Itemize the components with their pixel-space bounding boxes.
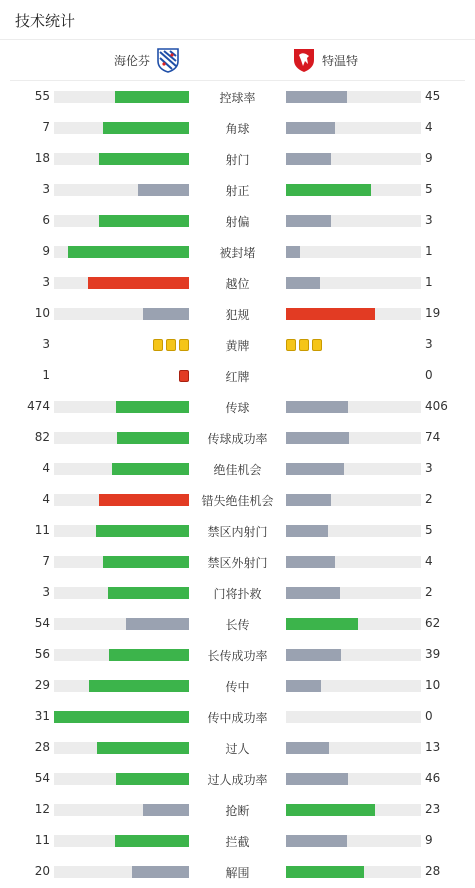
home-cards xyxy=(179,370,189,382)
stat-row[interactable] xyxy=(0,515,475,546)
away-value: 1 xyxy=(425,275,433,289)
home-bar-track xyxy=(54,525,189,537)
home-bar-track xyxy=(54,184,189,196)
home-value: 56 xyxy=(34,647,50,661)
stat-row[interactable] xyxy=(0,701,475,732)
stat-row[interactable] xyxy=(0,391,475,422)
stat-label: 被封堵 xyxy=(219,246,256,260)
heerenveen-crest-icon xyxy=(156,47,180,73)
away-bar xyxy=(286,184,371,196)
stat-label: 禁区外射门 xyxy=(207,556,268,570)
stat-row[interactable] xyxy=(0,267,475,298)
yellow-card-icon xyxy=(286,339,296,351)
home-bar xyxy=(99,153,189,165)
stats-header xyxy=(0,0,475,40)
home-bar-track xyxy=(54,773,189,785)
away-bar-track xyxy=(286,122,421,134)
home-bar-track xyxy=(54,804,189,816)
away-value: 19 xyxy=(425,306,441,320)
stat-label: 长传成功率 xyxy=(207,649,268,663)
stat-row[interactable] xyxy=(0,205,475,236)
stat-row[interactable] xyxy=(0,608,475,639)
away-value: 39 xyxy=(425,647,441,661)
home-bar-track xyxy=(54,463,189,475)
away-value: 0 xyxy=(425,709,433,723)
home-value: 31 xyxy=(34,709,50,723)
home-bar xyxy=(109,649,189,661)
stat-row[interactable] xyxy=(0,236,475,267)
stat-label: 射正 xyxy=(225,184,250,198)
away-bar-track xyxy=(286,835,421,847)
home-bar-track xyxy=(54,494,189,506)
away-bar xyxy=(286,463,344,475)
home-bar-track xyxy=(54,246,189,258)
home-value: 3 xyxy=(42,585,50,599)
home-bar-track xyxy=(54,866,189,878)
stat-label: 射门 xyxy=(225,153,250,167)
away-value: 10 xyxy=(425,678,441,692)
away-bar-track xyxy=(286,649,421,661)
away-bar-track xyxy=(286,215,421,227)
home-bar-track xyxy=(54,153,189,165)
home-value: 54 xyxy=(34,616,50,630)
away-bar xyxy=(286,246,300,258)
yellow-card-icon xyxy=(299,339,309,351)
away-value: 3 xyxy=(425,213,433,227)
home-bar-track xyxy=(54,308,189,320)
stat-row[interactable] xyxy=(0,856,475,887)
team-header xyxy=(10,40,465,81)
yellow-card-icon xyxy=(166,339,176,351)
stat-row[interactable] xyxy=(0,81,475,112)
home-value: 82 xyxy=(34,430,50,444)
home-bar xyxy=(116,401,189,413)
stat-label: 禁区内射门 xyxy=(207,525,268,539)
stat-row[interactable] xyxy=(0,360,475,391)
away-value: 0 xyxy=(425,368,433,382)
home-bar xyxy=(96,525,189,537)
home-bar-track xyxy=(54,556,189,568)
home-bar xyxy=(143,308,189,320)
home-cards xyxy=(153,339,189,351)
home-bar-track xyxy=(54,432,189,444)
home-value: 4 xyxy=(42,492,50,506)
home-bar-track xyxy=(54,618,189,630)
away-bar-track xyxy=(286,401,421,413)
stat-label: 控球率 xyxy=(219,91,256,105)
away-value: 406 xyxy=(425,399,448,413)
away-bar xyxy=(286,308,375,320)
home-value: 11 xyxy=(34,523,50,537)
home-bar-track xyxy=(54,587,189,599)
away-value: 4 xyxy=(425,120,433,134)
away-bar-track xyxy=(286,432,421,444)
away-value: 3 xyxy=(425,337,433,351)
away-bar-track xyxy=(286,587,421,599)
stat-row[interactable] xyxy=(0,546,475,577)
twente-crest-icon xyxy=(292,47,316,73)
away-bar xyxy=(286,804,375,816)
stat-row[interactable] xyxy=(0,639,475,670)
home-value: 7 xyxy=(42,554,50,568)
stat-label: 门将扑救 xyxy=(213,587,262,601)
home-team[interactable] xyxy=(114,47,180,73)
home-bar xyxy=(117,432,189,444)
stat-label: 长传 xyxy=(225,618,250,632)
away-value: 5 xyxy=(425,182,433,196)
home-value: 28 xyxy=(34,740,50,754)
away-bar-track xyxy=(286,184,421,196)
away-bar xyxy=(286,153,331,165)
home-bar-track xyxy=(54,742,189,754)
stat-label: 传球 xyxy=(225,401,250,415)
stat-label: 拦截 xyxy=(225,835,250,849)
home-bar-track xyxy=(54,215,189,227)
away-bar xyxy=(286,525,328,537)
away-team-name: 特温特 xyxy=(322,53,359,68)
away-value: 1 xyxy=(425,244,433,258)
away-bar-track xyxy=(286,246,421,258)
stat-row[interactable] xyxy=(0,577,475,608)
stat-label: 抢断 xyxy=(225,804,250,818)
home-bar xyxy=(99,215,189,227)
away-cards xyxy=(286,339,322,351)
away-bar xyxy=(286,649,341,661)
away-value: 9 xyxy=(425,833,433,847)
home-bar xyxy=(108,587,189,599)
yellow-card-icon xyxy=(179,339,189,351)
home-value: 1 xyxy=(42,368,50,382)
home-bar-track xyxy=(54,649,189,661)
home-bar xyxy=(115,835,189,847)
home-bar-track xyxy=(54,711,189,723)
away-value: 13 xyxy=(425,740,441,754)
home-value: 11 xyxy=(34,833,50,847)
stat-row[interactable] xyxy=(0,732,475,763)
stat-row[interactable] xyxy=(0,422,475,453)
away-value: 23 xyxy=(425,802,441,816)
away-value: 4 xyxy=(425,554,433,568)
home-bar xyxy=(126,618,189,630)
away-value: 74 xyxy=(425,430,441,444)
stat-label: 错失绝佳机会 xyxy=(201,494,274,508)
stat-row[interactable] xyxy=(0,298,475,329)
home-value: 20 xyxy=(34,864,50,878)
home-bar xyxy=(116,773,189,785)
stat-row[interactable] xyxy=(0,329,475,360)
home-bar xyxy=(103,122,189,134)
home-bar xyxy=(88,277,189,289)
home-value: 12 xyxy=(34,802,50,816)
away-bar xyxy=(286,122,335,134)
home-bar xyxy=(115,91,189,103)
home-bar xyxy=(138,184,189,196)
stat-row[interactable] xyxy=(0,484,475,515)
home-value: 10 xyxy=(34,306,50,320)
home-bar-track xyxy=(54,680,189,692)
home-value: 9 xyxy=(42,244,50,258)
home-bar-track xyxy=(54,401,189,413)
stat-label: 传中成功率 xyxy=(207,711,268,725)
home-value: 3 xyxy=(42,182,50,196)
home-value: 54 xyxy=(34,771,50,785)
away-value: 5 xyxy=(425,523,433,537)
away-bar-track xyxy=(286,773,421,785)
stat-label: 传球成功率 xyxy=(207,432,268,446)
away-value: 45 xyxy=(425,89,441,103)
away-bar-track xyxy=(286,711,421,723)
stat-label: 过人 xyxy=(225,742,250,756)
stat-row[interactable] xyxy=(0,453,475,484)
stat-row[interactable] xyxy=(0,825,475,856)
stat-row[interactable] xyxy=(0,763,475,794)
away-bar-track xyxy=(286,556,421,568)
stat-label: 黄牌 xyxy=(225,339,250,353)
away-team[interactable] xyxy=(292,47,358,73)
away-bar-track xyxy=(286,804,421,816)
stat-row[interactable] xyxy=(0,670,475,701)
home-bar xyxy=(103,556,189,568)
away-value: 28 xyxy=(425,864,441,878)
stat-row[interactable] xyxy=(0,794,475,825)
home-value: 6 xyxy=(42,213,50,227)
home-bar-track xyxy=(54,277,189,289)
stat-row[interactable] xyxy=(0,112,475,143)
away-bar-track xyxy=(286,494,421,506)
away-bar-track xyxy=(286,866,421,878)
stat-label: 绝佳机会 xyxy=(213,463,262,477)
away-bar xyxy=(286,587,340,599)
stat-label: 解围 xyxy=(225,866,250,880)
away-value: 2 xyxy=(425,585,433,599)
home-bar xyxy=(99,494,189,506)
home-bar-track xyxy=(54,122,189,134)
stat-label: 角球 xyxy=(225,122,250,136)
away-bar-track xyxy=(286,680,421,692)
home-bar xyxy=(143,804,189,816)
home-value: 18 xyxy=(34,151,50,165)
away-value: 62 xyxy=(425,616,441,630)
stat-row[interactable] xyxy=(0,143,475,174)
away-bar xyxy=(286,742,329,754)
away-value: 46 xyxy=(425,771,441,785)
home-value: 3 xyxy=(42,275,50,289)
home-bar xyxy=(89,680,189,692)
stat-label: 红牌 xyxy=(225,370,250,384)
home-value: 4 xyxy=(42,461,50,475)
home-value: 474 xyxy=(27,399,50,413)
home-value: 7 xyxy=(42,120,50,134)
away-bar xyxy=(286,277,320,289)
stat-label: 过人成功率 xyxy=(207,773,268,787)
home-bar xyxy=(68,246,190,258)
away-bar-track xyxy=(286,742,421,754)
away-bar xyxy=(286,680,321,692)
away-bar xyxy=(286,556,335,568)
page-title: 技术统计 xyxy=(15,12,76,30)
home-bar xyxy=(112,463,189,475)
away-value: 9 xyxy=(425,151,433,165)
home-value: 29 xyxy=(34,678,50,692)
away-bar xyxy=(286,215,331,227)
home-bar xyxy=(54,711,189,723)
yellow-card-icon xyxy=(312,339,322,351)
stat-row[interactable] xyxy=(0,174,475,205)
away-bar-track xyxy=(286,91,421,103)
away-bar-track xyxy=(286,525,421,537)
home-bar-track xyxy=(54,835,189,847)
yellow-card-icon xyxy=(153,339,163,351)
home-value: 3 xyxy=(42,337,50,351)
away-bar-track xyxy=(286,463,421,475)
stats-list xyxy=(0,81,475,887)
stat-label: 射偏 xyxy=(225,215,250,229)
home-team-name: 海伦芬 xyxy=(113,53,150,68)
home-value: 55 xyxy=(34,89,50,103)
away-bar-track xyxy=(286,277,421,289)
away-value: 3 xyxy=(425,461,433,475)
away-bar xyxy=(286,773,348,785)
home-bar xyxy=(132,866,189,878)
away-bar xyxy=(286,432,349,444)
away-bar-track xyxy=(286,153,421,165)
away-bar-track xyxy=(286,618,421,630)
away-bar xyxy=(286,835,347,847)
away-bar xyxy=(286,494,331,506)
away-bar xyxy=(286,401,348,413)
home-bar xyxy=(97,742,189,754)
away-bar xyxy=(286,866,364,878)
red-card-icon xyxy=(179,370,189,382)
stat-label: 传中 xyxy=(225,680,250,694)
away-bar xyxy=(286,618,358,630)
stat-label: 犯规 xyxy=(225,308,250,322)
away-value: 2 xyxy=(425,492,433,506)
away-bar xyxy=(286,91,347,103)
away-bar-track xyxy=(286,308,421,320)
stat-label: 越位 xyxy=(225,277,250,291)
home-bar-track xyxy=(54,91,189,103)
